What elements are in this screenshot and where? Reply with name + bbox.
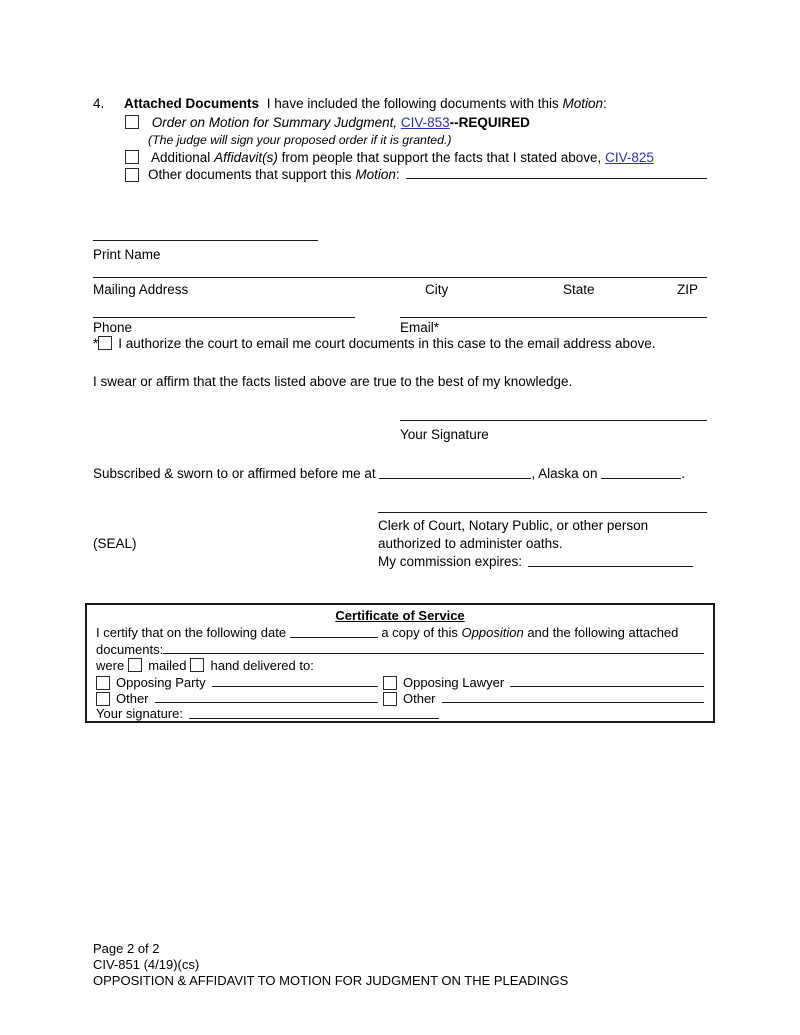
- cos-other-2-checkbox[interactable]: [383, 692, 397, 706]
- hand-delivered-label: hand delivered to:: [210, 658, 314, 673]
- attached-documents-field[interactable]: [163, 641, 704, 654]
- other-address-field-2[interactable]: [442, 690, 704, 703]
- seal-label: (SEAL): [93, 536, 137, 551]
- other-docs-punct: :: [395, 167, 400, 182]
- service-date-field[interactable]: [290, 625, 378, 638]
- attached-doc-row-order: [125, 114, 707, 131]
- your-signature-field[interactable]: [400, 408, 707, 421]
- section-intro-punct: :: [603, 96, 607, 111]
- commission-label: My commission expires:: [378, 554, 523, 569]
- other-documents-field[interactable]: [406, 166, 707, 179]
- affidavits-pre: Additional: [151, 150, 211, 165]
- opposing-lawyer-label: Opposing Lawyer: [403, 675, 505, 690]
- section-intro: I have included the following documents with this: [266, 96, 559, 111]
- required-label: REQUIRED: [458, 115, 530, 130]
- other-label-1: Other: [116, 691, 149, 706]
- state-label: State: [563, 282, 595, 297]
- mailed-label: mailed: [148, 658, 187, 673]
- order-checkbox[interactable]: [125, 115, 139, 129]
- subscribed-sworn-row: [93, 465, 713, 482]
- other-row-2: [383, 690, 704, 707]
- mailing-address-field[interactable]: [93, 265, 707, 278]
- certify-opposition: Opposition: [461, 625, 524, 640]
- attached-doc-row-affidavits: [125, 149, 707, 166]
- footer-form-number: CIV-851 (4/19)(cs): [93, 957, 200, 972]
- were-label: were: [96, 658, 125, 673]
- cos-other-1-checkbox[interactable]: [96, 692, 110, 706]
- certificate-line1: [96, 625, 704, 641]
- civ-825-link[interactable]: CIV-825: [605, 150, 654, 165]
- certify-mid: a copy of this: [381, 625, 458, 640]
- email-label: Email*: [400, 320, 440, 335]
- print-name-field[interactable]: [93, 228, 318, 241]
- required-separator: --: [449, 115, 459, 130]
- other-label-2: Other: [403, 691, 436, 706]
- opposing-party-address-field[interactable]: [212, 674, 378, 687]
- opposing-lawyer-row: [383, 674, 704, 691]
- section-intro-motion: Motion: [562, 96, 604, 111]
- footer-page-number: Page 2 of 2: [93, 941, 160, 956]
- city-label: City: [425, 282, 449, 297]
- cos-signature-label: Your signature:: [96, 706, 183, 721]
- subscribed-pre: Subscribed & sworn to or affirmed before me at: [93, 466, 376, 481]
- section-attached-documents-heading: [93, 95, 713, 112]
- opposing-party-label: Opposing Party: [116, 675, 206, 690]
- phone-label: Phone: [93, 320, 133, 335]
- email-authorization-checkbox[interactable]: [98, 336, 112, 350]
- clerk-line1: Clerk of Court, Notary Public, or other person: [378, 518, 649, 533]
- print-name-label: Print Name: [93, 247, 161, 262]
- cos-signature-row: [96, 706, 704, 722]
- hand-delivered-checkbox[interactable]: [190, 658, 204, 672]
- order-item-text: Order on Motion for Summary Judgment,: [151, 115, 398, 130]
- affidavits-italic: Affidavit(s): [214, 150, 278, 165]
- opposing-party-row: [96, 674, 378, 691]
- oath-text: I swear or affirm that the facts listed above are true to the best of my knowledge.: [93, 374, 573, 389]
- clerk-line2: authorized to administer oaths.: [378, 536, 563, 551]
- order-note: (The judge will sign your proposed order if it is granted.): [148, 133, 452, 147]
- certify-pre: I certify that on the following date: [96, 625, 287, 640]
- civ-853-link[interactable]: CIV-853: [400, 115, 450, 130]
- footer-form-title: OPPOSITION & AFFIDAVIT TO MOTION FOR JUDGMENT ON THE PLEADINGS: [93, 973, 569, 988]
- section-number: 4.: [93, 96, 105, 111]
- email-authorization-row: [93, 335, 707, 352]
- other-docs-motion: Motion: [355, 167, 396, 182]
- additional-affidavits-checkbox[interactable]: [125, 150, 139, 164]
- certificate-line3: [96, 658, 704, 674]
- authorize-asterisk: *: [93, 336, 99, 351]
- notary-date-field[interactable]: [601, 466, 681, 479]
- opposing-party-checkbox[interactable]: [96, 676, 110, 690]
- other-documents-checkbox[interactable]: [125, 168, 139, 182]
- your-signature-label: Your Signature: [400, 427, 489, 442]
- attached-doc-row-other: [125, 166, 707, 183]
- documents-label: documents:: [96, 642, 164, 657]
- commission-row: [378, 553, 708, 570]
- section-heading: Attached Documents: [124, 96, 260, 111]
- certificate-of-service-box: [85, 603, 715, 723]
- certificate-title: Certificate of Service: [335, 608, 465, 623]
- mailed-checkbox[interactable]: [128, 658, 142, 672]
- mailing-address-label: Mailing Address: [93, 282, 189, 297]
- authorize-text: I authorize the court to email me court documents in this case to the email address above.: [118, 336, 656, 351]
- certificate-line2: [96, 641, 704, 658]
- certify-post: and the following attached: [527, 625, 679, 640]
- email-field[interactable]: [400, 305, 707, 318]
- affidavits-post: from people that support the facts that I stated above,: [281, 150, 602, 165]
- opposing-lawyer-checkbox[interactable]: [383, 676, 397, 690]
- other-row-1: [96, 690, 378, 707]
- subscribed-mid: , Alaska on: [531, 466, 598, 481]
- phone-field[interactable]: [93, 305, 355, 318]
- other-docs-pre: Other documents that support this: [148, 167, 352, 182]
- notary-location-field[interactable]: [379, 466, 531, 479]
- opposing-lawyer-address-field[interactable]: [510, 674, 704, 687]
- clerk-signature-field[interactable]: [378, 500, 707, 513]
- cos-signature-field[interactable]: [189, 706, 439, 719]
- other-address-field-1[interactable]: [155, 690, 378, 703]
- zip-label: ZIP: [677, 282, 699, 297]
- commission-expiration-field[interactable]: [528, 554, 693, 567]
- subscribed-end: .: [681, 466, 685, 481]
